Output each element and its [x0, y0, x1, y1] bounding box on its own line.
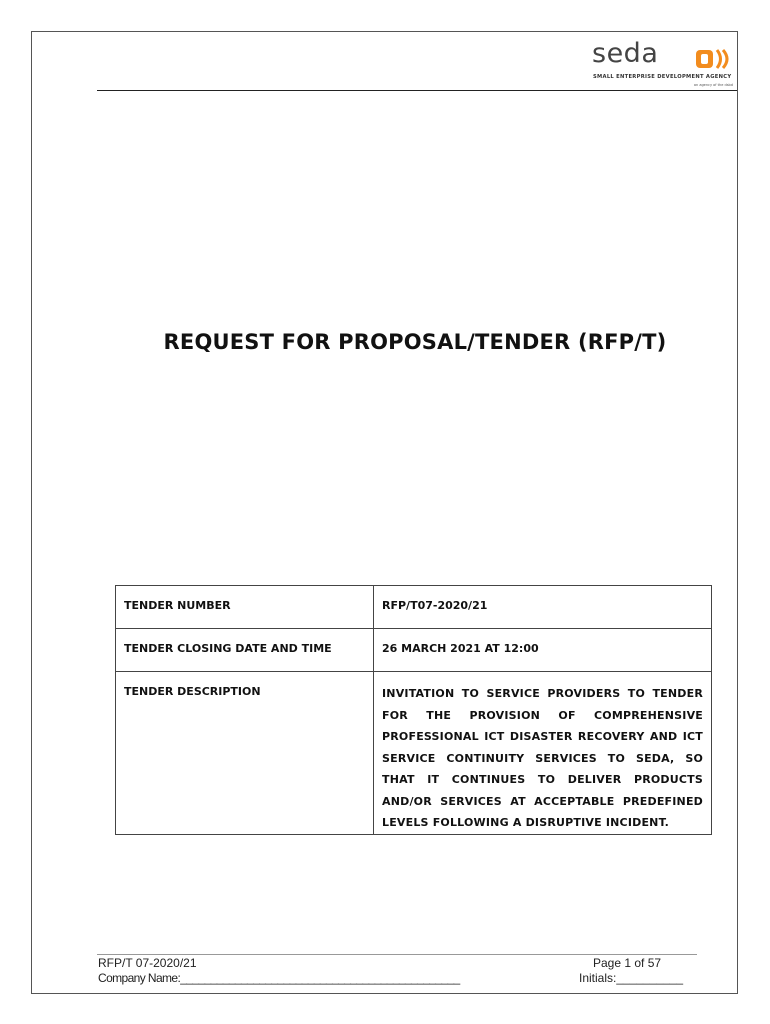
header-rule — [97, 90, 737, 91]
document-title: REQUEST FOR PROPOSAL/TENDER (RFP/T) — [163, 330, 667, 354]
tender-number-label: TENDER NUMBER — [116, 586, 374, 629]
footer-company-name: Company Name:______________________________________________ — [98, 971, 460, 985]
footer-page-number: Page 1 of 57 — [593, 956, 662, 970]
table-row — [116, 586, 712, 629]
logo-mark-icon — [695, 48, 735, 70]
page-frame — [31, 31, 738, 994]
tender-description-value: INVITATION TO SERVICE PROVIDERS TO TENDER FOR THE PROVISION OF COMPREHENSIVE PROFESSIONAL ICT DISASTER RECOVERY AND ICT SERVICE CONTINUITY SERVICES TO SEDA, SO THAT IT CONTINUES TO DELIVER PRODUCTS AND/OR SERVICES AT ACCEPTABLE PREDEFINED LEVELS FOLLOWING A DISRUPTIVE INCIDENT. — [382, 687, 703, 829]
footer-doc-ref: RFP/T 07-2020/21 — [98, 956, 197, 970]
tender-number-value: RFP/T07-2020/21 — [374, 586, 712, 629]
tender-description-cell — [374, 672, 712, 835]
closing-date-label: TENDER CLOSING DATE AND TIME — [116, 629, 374, 672]
table-row — [116, 629, 712, 672]
tender-details-table — [115, 585, 712, 835]
tender-description-label: TENDER DESCRIPTION — [116, 672, 374, 835]
logo-wordmark: seda — [592, 38, 659, 69]
logo-tagline: SMALL ENTERPRISE DEVELOPMENT AGENCY — [593, 74, 732, 80]
footer-initials: Initials:__________ — [579, 971, 684, 985]
logo-subline: an agency of the dsbd — [693, 83, 733, 87]
footer-rule — [97, 954, 697, 955]
seda-logo — [590, 38, 735, 90]
table-row — [116, 672, 712, 835]
closing-date-value: 26 MARCH 2021 AT 12:00 — [374, 629, 712, 672]
